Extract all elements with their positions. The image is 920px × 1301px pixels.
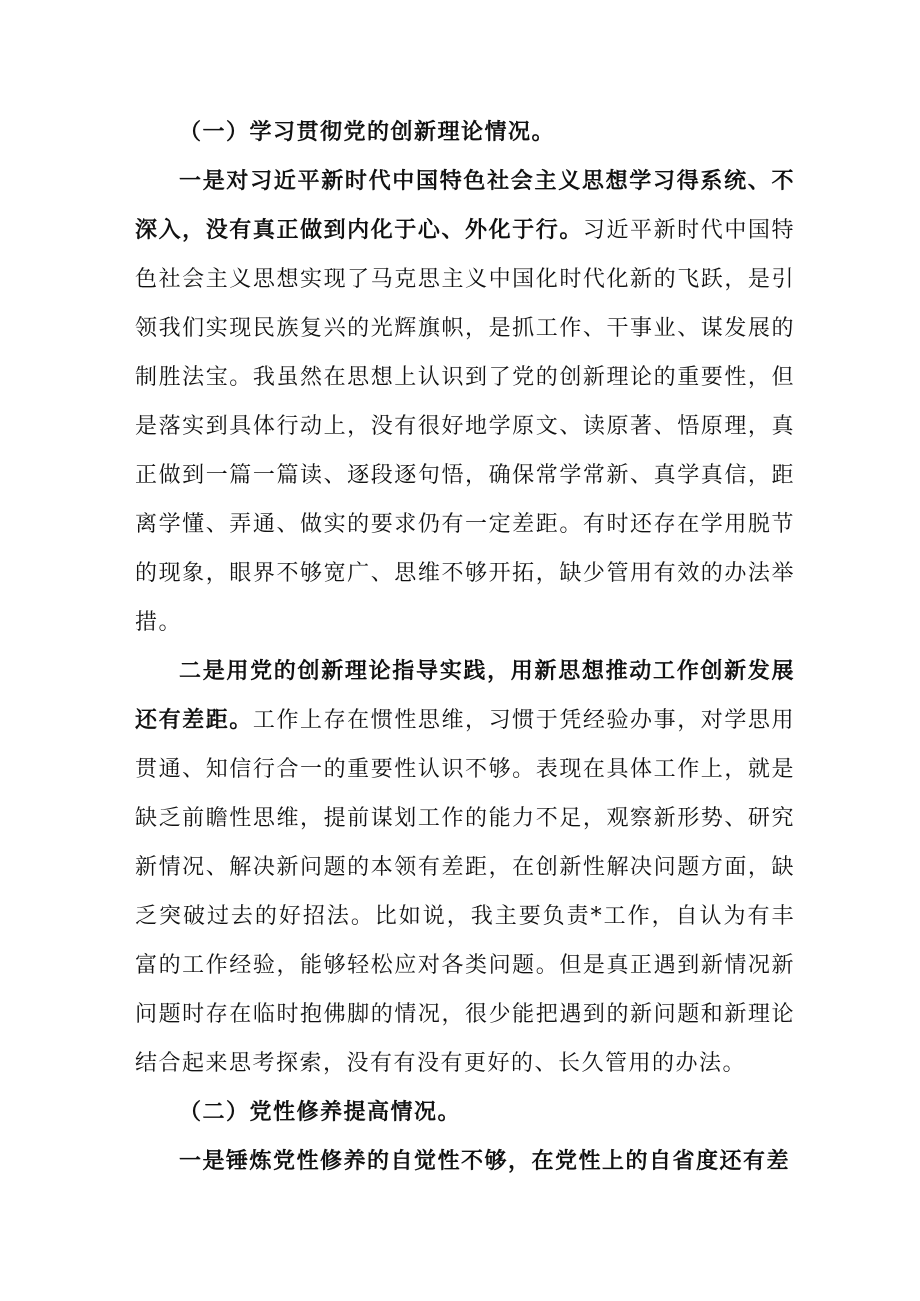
paragraph-2: [135, 647, 795, 1088]
paragraph-3: [135, 1137, 795, 1186]
paragraph-1-lead: 一是对习近平新时代中国特色社会主义思想学习得系统、不深入，没有真正做到内化于心、外化于行。: [135, 168, 795, 243]
paragraph-2-lead: 二是用党的创新理论指导实践，用新思想推动工作创新发展还有差距。: [135, 658, 795, 733]
section-heading-2: （二）党性修养提高情况。: [179, 1099, 462, 1125]
paragraph-1-body: 习近平新时代中国特色社会主义思想实现了马克思主义中国化时代化新的飞跃，是引领我们实现民族复兴的光辉旗帜，是抓工作、干事业、谋发展的制胜法宝。我虽然在思想上认识到了党的创新理论的重要性，但是落实到具体行动上，没有很好地学原文、读原著、悟原理，真正做到一篇一篇读、逐段逐句悟，确保常学常新、真学真信，距离学懂、弄通、做实的要求仍有一定差距。有时还存在学用脱节的现象，眼界不够宽广、思维不够开拓，缺少管用有效的办法举措。: [135, 218, 795, 635]
paragraph-1: [135, 157, 795, 647]
paragraph-2-body: 工作上存在惯性思维，习惯于凭经验办事，对学思用贯通、知信行合一的重要性认识不够。表现在具体工作上，就是缺乏前瞻性思维，提前谋划工作的能力不足，观察新形势、研究新情况、解决新问题的本领有差距，在创新性解决问题方面，缺乏突破过去的好招法。比如说，我主要负责*工作，自认为有丰富的工作经验，能够轻松应对各类问题。但是真正遇到新情况新问题时存在临时抱佛脚的情况，很少能把遇到的新问题和新理论结合起来思考探索，没有有没有更好的、长久管用的办法。: [135, 708, 795, 1076]
paragraph-3-lead: 一是锤炼党性修养的自觉性不够，在党性上的自省度还有差: [179, 1148, 791, 1174]
section-heading-1: （一）学习贯彻党的创新理论情况。: [179, 119, 556, 145]
document-body: [135, 108, 795, 1186]
